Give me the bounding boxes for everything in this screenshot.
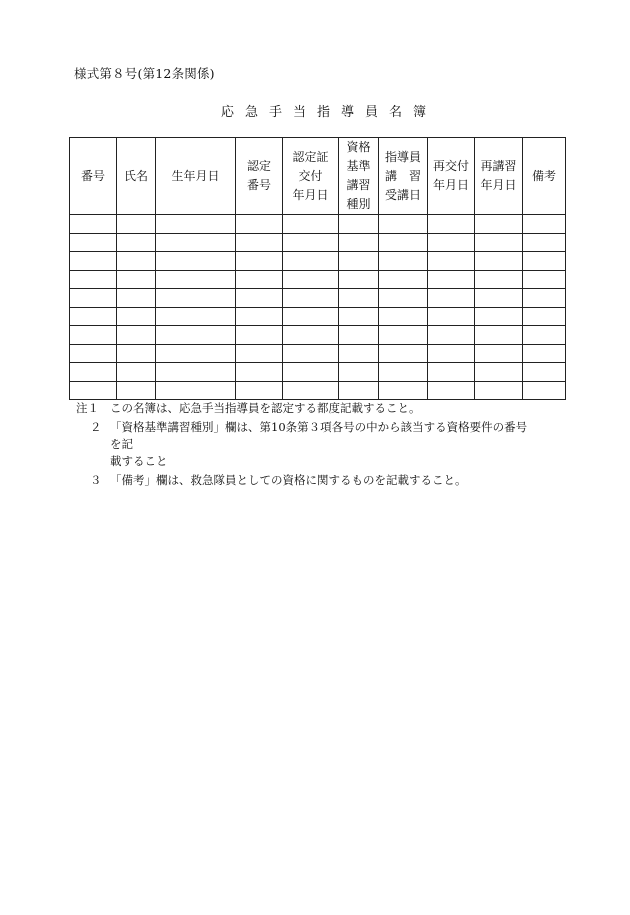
table-cell <box>117 381 156 400</box>
table-cell <box>428 326 475 345</box>
table-cell <box>339 363 379 382</box>
table-row <box>70 215 566 234</box>
table-cell <box>117 233 156 252</box>
header-birthdate: 生年月日 <box>156 138 236 215</box>
header-reissue-date: 再交付 年月日 <box>428 138 475 215</box>
table-cell <box>523 363 566 382</box>
table-cell <box>523 233 566 252</box>
table-cell <box>475 233 523 252</box>
table-cell <box>523 215 566 234</box>
table-cell <box>156 215 236 234</box>
table-cell <box>156 344 236 363</box>
table-cell <box>523 307 566 326</box>
table-cell <box>379 270 428 289</box>
table-cell <box>236 270 283 289</box>
table-cell <box>236 381 283 400</box>
table-row <box>70 344 566 363</box>
table-row <box>70 326 566 345</box>
table-cell <box>236 326 283 345</box>
table-cell <box>379 381 428 400</box>
table-cell <box>379 252 428 271</box>
table-cell <box>236 289 283 308</box>
table-cell <box>283 270 339 289</box>
table-cell <box>70 326 117 345</box>
table-cell <box>475 307 523 326</box>
table-cell <box>236 344 283 363</box>
header-certificate-issue-date: 認定証 交付 年月日 <box>283 138 339 215</box>
table-cell <box>236 215 283 234</box>
form-number: 様式第８号(第12条関係) <box>74 66 215 81</box>
table-cell <box>156 289 236 308</box>
note-text: 「資格基準講習種別」欄は、第10条第３項各号の中から該当する資格要件の番号を記 載すること <box>110 420 528 468</box>
table-cell <box>523 381 566 400</box>
table-cell <box>117 215 156 234</box>
table-cell <box>428 252 475 271</box>
table-cell <box>283 233 339 252</box>
table-cell <box>428 289 475 308</box>
table-cell <box>70 289 117 308</box>
table-row <box>70 363 566 382</box>
table-cell <box>70 307 117 326</box>
table-row <box>70 307 566 326</box>
table-cell <box>428 233 475 252</box>
table-cell <box>379 363 428 382</box>
table-cell <box>283 289 339 308</box>
table-cell <box>379 307 428 326</box>
table-cell <box>428 215 475 234</box>
header-instructor-course-date: 指導員 講 習 受講日 <box>379 138 428 215</box>
header-retraining-date: 再講習 年月日 <box>475 138 523 215</box>
table-cell <box>339 233 379 252</box>
header-qualification-course-type: 資格 基準 講習 種別 <box>339 138 379 215</box>
table-cell <box>117 363 156 382</box>
table-cell <box>339 326 379 345</box>
note-item <box>76 472 536 489</box>
table-row <box>70 233 566 252</box>
table-cell <box>339 289 379 308</box>
table-cell <box>523 326 566 345</box>
table-cell <box>339 215 379 234</box>
table-cell <box>70 363 117 382</box>
table-cell <box>428 344 475 363</box>
table-cell <box>475 252 523 271</box>
note-text: 「備考」欄は、救急隊員としての資格に関するものを記載すること。 <box>110 473 467 487</box>
note-number: ２ <box>90 420 102 434</box>
table-cell <box>236 252 283 271</box>
table-cell <box>339 252 379 271</box>
table-cell <box>156 270 236 289</box>
table-cell <box>475 363 523 382</box>
table-cell <box>117 344 156 363</box>
table-row <box>70 252 566 271</box>
table-cell <box>156 252 236 271</box>
notes-section <box>76 400 536 491</box>
table-cell <box>379 215 428 234</box>
table-cell <box>523 270 566 289</box>
table-cell <box>70 215 117 234</box>
table-cell <box>339 344 379 363</box>
table-cell <box>156 381 236 400</box>
table-cell <box>379 289 428 308</box>
header-remarks: 備考 <box>523 138 566 215</box>
table-cell <box>283 307 339 326</box>
table-cell <box>236 363 283 382</box>
table-cell <box>523 289 566 308</box>
header-number: 番号 <box>70 138 117 215</box>
table-cell <box>475 215 523 234</box>
header-certification-number: 認定 番号 <box>236 138 283 215</box>
table-row <box>70 381 566 400</box>
table-cell <box>428 270 475 289</box>
table-cell <box>117 307 156 326</box>
table-cell <box>70 344 117 363</box>
note-number: ３ <box>90 473 102 487</box>
table-header-row <box>70 138 566 215</box>
table-cell <box>379 233 428 252</box>
table-cell <box>236 233 283 252</box>
table-cell <box>475 270 523 289</box>
table-cell <box>156 307 236 326</box>
table-cell <box>379 344 428 363</box>
note-item <box>76 419 536 470</box>
instructor-register-table <box>69 137 566 400</box>
table-cell <box>117 326 156 345</box>
table-cell <box>475 344 523 363</box>
table-cell <box>379 326 428 345</box>
table-cell <box>156 233 236 252</box>
note-text: この名簿は、応急手当指導員を認定する都度記載すること。 <box>110 401 421 415</box>
table-cell <box>156 363 236 382</box>
table-cell <box>475 326 523 345</box>
table-cell <box>475 289 523 308</box>
table-cell <box>475 381 523 400</box>
table-cell <box>70 233 117 252</box>
table-cell <box>283 326 339 345</box>
table-cell <box>428 381 475 400</box>
table-cell <box>523 252 566 271</box>
note-item <box>76 400 536 417</box>
table-cell <box>339 307 379 326</box>
note-number: 注１ <box>76 401 99 415</box>
table-cell <box>236 307 283 326</box>
table-cell <box>283 252 339 271</box>
table-cell <box>156 326 236 345</box>
table-cell <box>70 270 117 289</box>
table-cell <box>283 344 339 363</box>
table-cell <box>70 381 117 400</box>
document-title: 応急手当指導員名簿 <box>220 105 437 120</box>
table-row <box>70 270 566 289</box>
header-name: 氏名 <box>117 138 156 215</box>
table-cell <box>117 289 156 308</box>
table-cell <box>70 252 117 271</box>
table-cell <box>117 252 156 271</box>
table-cell <box>523 344 566 363</box>
table-cell <box>283 381 339 400</box>
table-cell <box>339 270 379 289</box>
table-cell <box>428 307 475 326</box>
table-cell <box>283 363 339 382</box>
table-row <box>70 289 566 308</box>
table-cell <box>339 381 379 400</box>
table-cell <box>117 270 156 289</box>
table-cell <box>428 363 475 382</box>
table-cell <box>283 215 339 234</box>
